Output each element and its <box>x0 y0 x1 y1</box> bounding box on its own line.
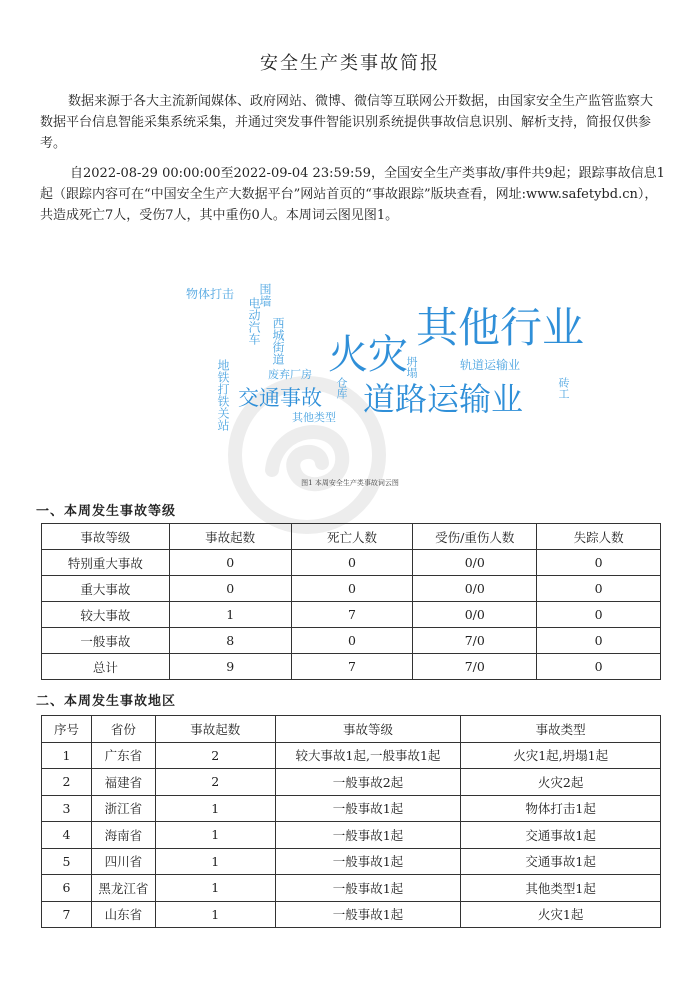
table-cell: 7 <box>291 602 413 628</box>
table-cell: 2 <box>155 769 275 796</box>
table-row <box>42 576 661 602</box>
table-cell: 0 <box>291 550 413 576</box>
table-cell: 交通事故1起 <box>461 822 661 849</box>
table-cell: 4 <box>42 822 92 849</box>
table-cell: 较大事故1起,一般事故1起 <box>275 742 461 769</box>
table-cell: 一般事故 <box>42 628 170 654</box>
table-cell: 1 <box>155 875 275 902</box>
section-heading-regions: 二、本周发生事故地区 <box>36 694 177 709</box>
cloud-word: 交通事故 <box>238 386 322 410</box>
column-header: 失踪人数 <box>537 524 661 550</box>
cloud-word: 物体打击 <box>186 287 235 301</box>
column-header: 事故类型 <box>461 716 661 743</box>
cloud-word: 其他类型 <box>292 411 336 424</box>
table-cell: 山东省 <box>91 901 155 928</box>
summary-paragraph <box>40 163 665 226</box>
summary-text: 自2022-08-29 00:00:00至2022-09-04 23:59:59，全国安全生产类事故/事件共9起；跟踪事故信息1起（跟踪内容可在“中国安全生产大数据平台”网站首页的“事故跟踪”版块查看，网址:www.safetybd.cn），共造成死亡7人，受伤7人，其中重伤0人。本周词云图见图1。 <box>40 166 665 223</box>
section-heading-levels: 一、本周发生事故等级 <box>36 504 177 519</box>
cloud-word: 西城街道 <box>271 317 285 365</box>
accident-level-table <box>41 523 661 680</box>
table-row-total <box>42 654 661 680</box>
table-cell: 物体打击1起 <box>461 795 661 822</box>
table-cell: 7 <box>291 654 413 680</box>
table-cell: 3 <box>42 795 92 822</box>
cloud-word: 砖工 <box>557 377 570 399</box>
table-cell: 6 <box>42 875 92 902</box>
column-header: 事故起数 <box>169 524 291 550</box>
table-cell: 一般事故1起 <box>275 848 461 875</box>
table-cell: 0 <box>537 654 661 680</box>
table-cell: 1 <box>155 901 275 928</box>
table-cell: 0 <box>537 550 661 576</box>
table-cell: 海南省 <box>91 822 155 849</box>
table-cell: 1 <box>155 848 275 875</box>
table-cell: 0/0 <box>413 602 537 628</box>
table-cell: 一般事故1起 <box>275 795 461 822</box>
table-cell: 总计 <box>42 654 170 680</box>
table-cell: 福建省 <box>91 769 155 796</box>
table-row <box>42 742 661 769</box>
table-cell: 火灾1起 <box>461 901 661 928</box>
cloud-word: 轨道运输业 <box>460 358 521 372</box>
table-cell: 7/0 <box>413 654 537 680</box>
table-row <box>42 822 661 849</box>
word-cloud <box>170 255 610 465</box>
column-header: 事故等级 <box>42 524 170 550</box>
table-cell: 9 <box>169 654 291 680</box>
table-cell: 一般事故1起 <box>275 901 461 928</box>
table-cell: 浙江省 <box>91 795 155 822</box>
table-cell: 0 <box>291 628 413 654</box>
table-cell: 广东省 <box>91 742 155 769</box>
cloud-word: 其他行业 <box>416 303 585 352</box>
table-row <box>42 795 661 822</box>
cloud-word: 地铁打铁关站 <box>216 359 230 431</box>
table-cell: 火灾1起,坍塌1起 <box>461 742 661 769</box>
cloud-word: 电动汽车 <box>247 297 261 345</box>
cloud-word: 仓库 <box>335 377 348 399</box>
table-row <box>42 550 661 576</box>
table-row <box>42 875 661 902</box>
table-cell: 一般事故1起 <box>275 822 461 849</box>
table-cell: 一般事故2起 <box>275 769 461 796</box>
cloud-word: 废弃厂房 <box>268 368 312 381</box>
table-cell: 7/0 <box>413 628 537 654</box>
table-row <box>42 602 661 628</box>
table-cell: 0 <box>537 602 661 628</box>
table-cell: 0/0 <box>413 550 537 576</box>
column-header: 死亡人数 <box>291 524 413 550</box>
table-cell: 1 <box>155 822 275 849</box>
table-cell: 2 <box>42 769 92 796</box>
column-header: 受伤/重伤人数 <box>413 524 537 550</box>
table-cell: 0 <box>291 576 413 602</box>
table-row <box>42 628 661 654</box>
table-cell: 1 <box>155 795 275 822</box>
table-cell: 黑龙江省 <box>91 875 155 902</box>
table-header-row <box>42 524 661 550</box>
table-cell: 0 <box>169 550 291 576</box>
accident-region-table <box>41 715 661 928</box>
cloud-word: 道路运输业 <box>363 380 524 418</box>
table-cell: 一般事故1起 <box>275 875 461 902</box>
table-row <box>42 848 661 875</box>
table-header-row <box>42 716 661 743</box>
table-row <box>42 901 661 928</box>
table-cell: 较大事故 <box>42 602 170 628</box>
table-cell: 其他类型1起 <box>461 875 661 902</box>
table-cell: 0 <box>537 576 661 602</box>
table-cell: 7 <box>42 901 92 928</box>
table-cell: 四川省 <box>91 848 155 875</box>
cloud-word: 围墙 <box>258 283 272 307</box>
column-header: 省份 <box>91 716 155 743</box>
column-header: 序号 <box>42 716 92 743</box>
table-cell: 5 <box>42 848 92 875</box>
table-cell: 0 <box>537 628 661 654</box>
table-cell: 重大事故 <box>42 576 170 602</box>
table-cell: 1 <box>169 602 291 628</box>
table-cell: 0/0 <box>413 576 537 602</box>
cloud-word: 火灾 <box>328 332 408 378</box>
table-cell: 交通事故1起 <box>461 848 661 875</box>
column-header: 事故起数 <box>155 716 275 743</box>
report-title: 安全生产类事故简报 <box>260 53 440 74</box>
table-cell: 2 <box>155 742 275 769</box>
intro-paragraph: 数据来源于各大主流新闻媒体、政府网站、微博、微信等互联网公开数据，由国家安全生产监管监察大数据平台信息智能采集系统采集，并通过突发事件智能识别系统提供事故信息识别、解析支持，简报仅供参考。 <box>40 94 654 151</box>
table-cell: 1 <box>42 742 92 769</box>
figure-caption: 图1 本周安全生产类事故词云图 <box>301 479 399 487</box>
table-cell: 0 <box>169 576 291 602</box>
table-cell: 火灾2起 <box>461 769 661 796</box>
table-cell: 8 <box>169 628 291 654</box>
table-row <box>42 769 661 796</box>
table-cell: 特别重大事故 <box>42 550 170 576</box>
cloud-word: 坍塌 <box>405 356 418 378</box>
column-header: 事故等级 <box>275 716 461 743</box>
